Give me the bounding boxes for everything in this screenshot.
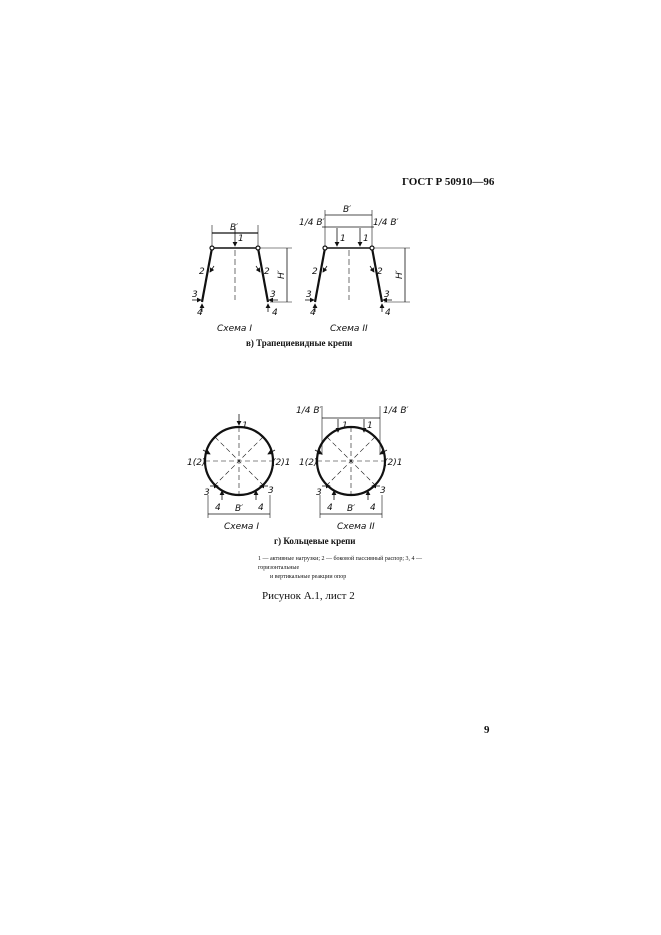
ring2-label-b: B′ <box>347 504 356 514</box>
label-load-2-right-2: 2 <box>377 267 383 277</box>
legend <box>258 555 438 582</box>
ring1-label-4-right: 4 <box>258 503 264 513</box>
ring2-label-quarter-right: 1/4 B′ <box>383 406 409 416</box>
label-load-1: 1 <box>238 234 244 244</box>
label-reaction-3: 3 <box>192 290 198 300</box>
ring2-label-3-left: 3 <box>316 488 322 498</box>
label-reaction-4-right-2: 4 <box>385 308 391 318</box>
ring-scheme-2 <box>315 406 387 518</box>
ring2-label-1-2: 1(2) <box>299 458 318 468</box>
legend-line-1: 1 — активные нагрузки; 2 — боковой пассивный распор; 3, 4 — горизонтальные <box>258 556 423 571</box>
label-reaction-3-right-2: 3 <box>384 290 390 300</box>
label-quarter-b-right: 1/4 B′ <box>373 218 399 228</box>
subcaption-trapezoid: в) Трапециевидные крепи <box>246 338 353 348</box>
label-b-prime-2: B′ <box>343 205 352 215</box>
label-load-1a: 1 <box>340 234 346 244</box>
label-reaction-4-left: 4 <box>197 308 203 318</box>
ring1-label-3-right: 3 <box>268 486 274 496</box>
legend-line-2: и вертикальные реакции опор <box>270 574 347 580</box>
ring2-label-3-right: 3 <box>380 486 386 496</box>
label-reaction-3-right: 3 <box>270 290 276 300</box>
label-load-2-left: 2 <box>199 267 205 277</box>
label-h-prime-2: H′ <box>395 270 405 279</box>
ring1-label-3-left: 3 <box>204 488 210 498</box>
ring2-label-1b: 1 <box>367 421 373 431</box>
label-load-1b: 1 <box>363 234 369 244</box>
label-reaction-4-2: 4 <box>310 308 316 318</box>
label-reaction-3-2: 3 <box>306 290 312 300</box>
caption-scheme-1: Схема I <box>217 324 252 334</box>
page-number: 9 <box>484 724 490 736</box>
ring1-label-4-left: 4 <box>215 503 221 513</box>
ring1-label-b: B′ <box>235 504 244 514</box>
label-reaction-4-right: 4 <box>272 308 278 318</box>
ring2-label-4-left: 4 <box>327 503 333 513</box>
ring2-label-quarter-left: 1/4 B′ <box>296 406 322 416</box>
ring2-label-2-1: (2)1 <box>384 458 403 468</box>
ring-caption-scheme-2: Схема II <box>337 522 375 532</box>
subcaption-ring: г) Кольцевые крепи <box>274 536 356 546</box>
document-header: ГОСТ Р 50910—96 <box>402 176 495 188</box>
label-quarter-b-left: 1/4 B′ <box>299 218 325 228</box>
ring2-label-1a: 1 <box>342 421 348 431</box>
ring2-label-4-right: 4 <box>370 503 376 513</box>
ring-caption-scheme-1: Схема I <box>224 522 259 532</box>
label-b-prime: B′ <box>230 223 239 233</box>
caption-scheme-2: Схема II <box>330 324 368 334</box>
label-h-prime: H′ <box>277 270 287 279</box>
ring1-label-2-1: (2)1 <box>272 458 291 468</box>
label-load-2-right: 2 <box>264 267 270 277</box>
label-load-2-left-2: 2 <box>312 267 318 277</box>
ring-scheme-1 <box>203 414 275 518</box>
ring1-label-1-2: 1(2) <box>187 458 206 468</box>
figure-caption: Рисунок А.1, лист 2 <box>262 590 355 602</box>
ring1-label-1: 1 <box>242 421 248 431</box>
